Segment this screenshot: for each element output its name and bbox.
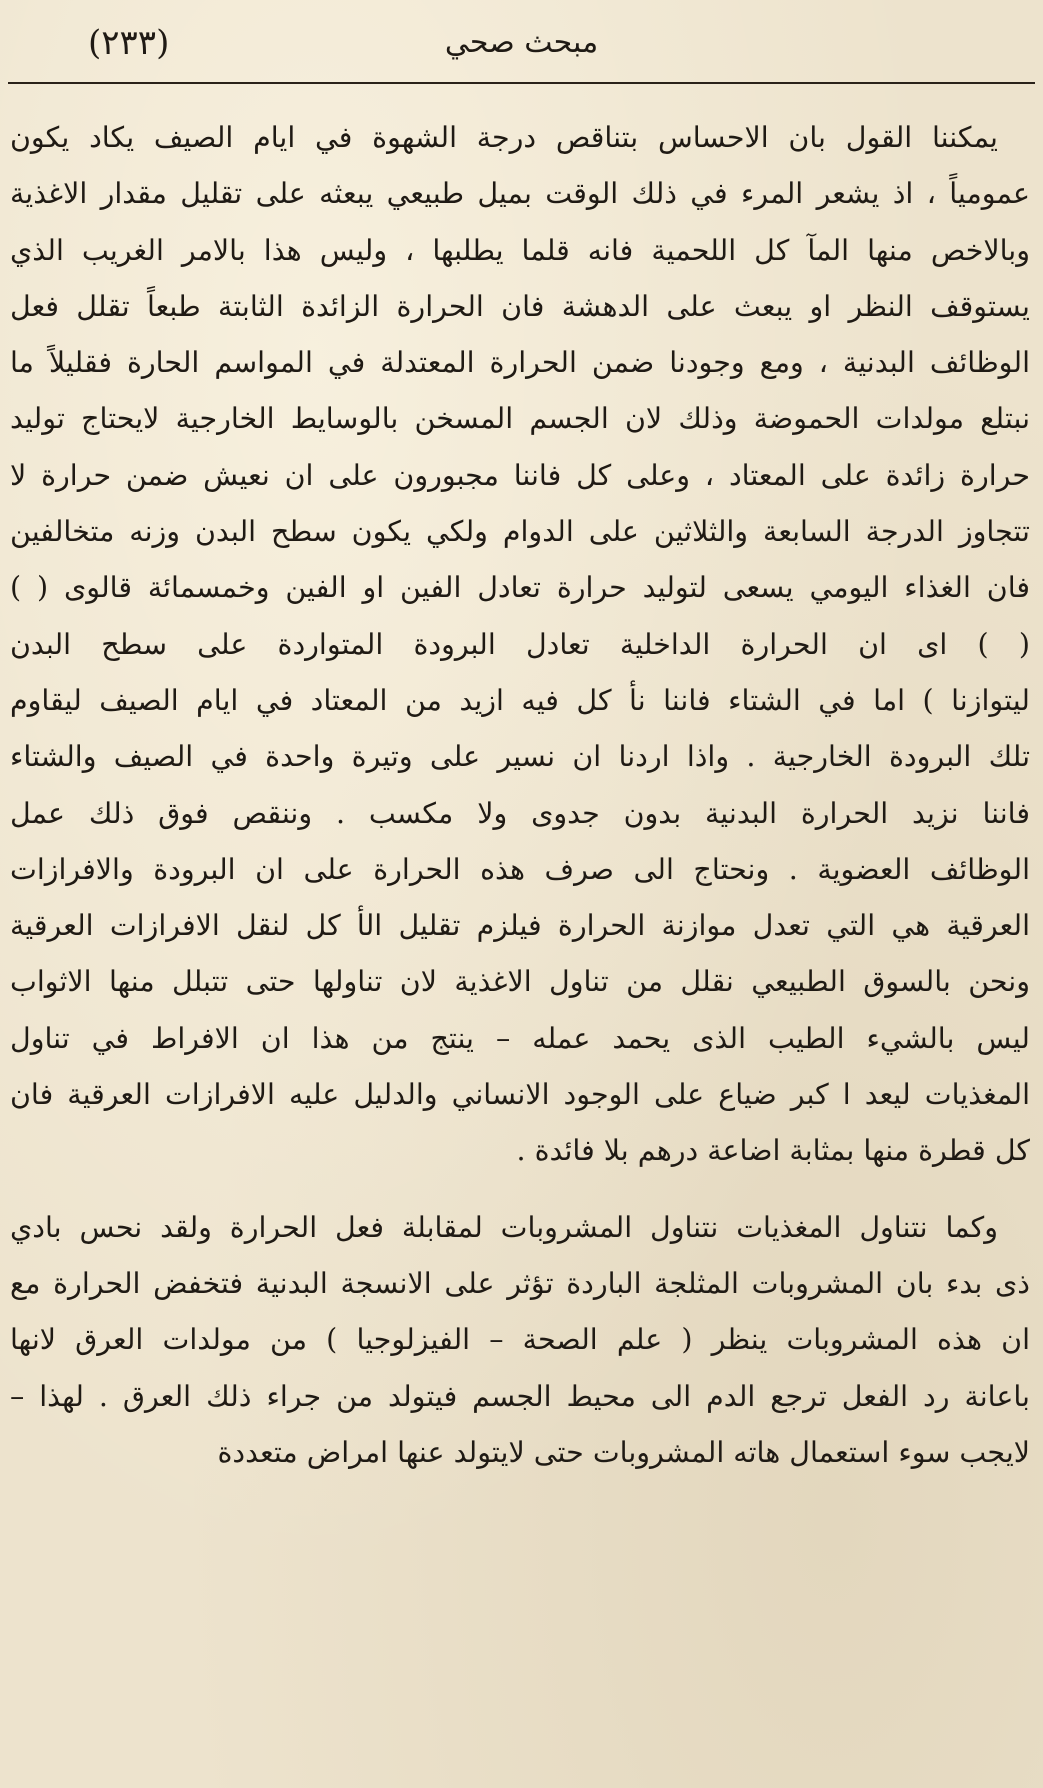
text-line: لايجب سوء استعمال هاته المشروبات حتى لايتولد عنها امراض متعددة — [217, 1435, 1030, 1469]
text-line: يستوقف النظر او يبعث على الدهشة فان الحرارة الزائدة الثابتة طبعاً تقلل فعل — [10, 289, 1030, 323]
text-line: ذى بدء بان المشروبات المثلجة الباردة تؤثر على الانسجة البدنية فتخفض الحرارة مع — [10, 1266, 1030, 1300]
text-line: ( ) اى ان الحرارة الداخلية تعادل البرودة المتواردة على سطح البدن — [10, 627, 1030, 661]
paragraph-gap — [10, 1180, 1030, 1200]
text-line: وبالاخص منها المآ كل اللحمية فانه قلما يطلبها ، وليس هذا بالامر الغريب الذي — [10, 233, 1030, 267]
body-text — [10, 110, 1030, 1481]
text-line: الوظائف العضوية . ونحتاج الى صرف هذه الحرارة على ان البرودة والافرازات — [10, 852, 1030, 886]
text-line: تلك البرودة الخارجية . واذا اردنا ان نسير على وتيرة واحدة في الصيف والشتاء — [10, 740, 1030, 774]
text-line: المغذيات ليعد ا كبر ضياع على الوجود الانساني والدليل عليه الافرازات العرقية فان — [10, 1078, 1030, 1112]
text-line: حرارة زائدة على المعتاد ، وعلى كل فاننا مجبورون على ان نعيش ضمن حرارة لا — [10, 458, 1030, 492]
page-number: (٢٣٣) — [88, 23, 170, 63]
text-line: فاننا نزيد الحرارة البدنية بدون جدوى ولا مكسب . وننقص فوق ذلك عمل — [10, 796, 1030, 830]
text-line: يمكننا القول بان الاحساس بتناقص درجة الشهوة في ايام الصيف يكاد يكون — [10, 121, 998, 154]
text-line: الوظائف البدنية ، ومع وجودنا ضمن الحرارة المعتدلة في المواسم الحارة فقليلاً ما — [10, 346, 1030, 380]
text-line: ان هذه المشروبات ينظر ( علم الصحة – الفيزلوجيا ) من مولدات العرق لانها — [10, 1323, 1030, 1357]
text-line: نبتلع مولدات الحموضة وذلك لان الجسم المسخن بالوسايط الخارجية لايحتاج توليد — [10, 402, 1030, 436]
text-line: فان الغذاء اليومي يسعى لتوليد حرارة تعادل الفين او الفين وخمسمائة قالوى ( ) — [10, 571, 1030, 605]
text-line: باعانة رد الفعل ترجع الدم الى محيط الجسم فيتولد من جراء ذلك العرق . لهذا – — [10, 1379, 1030, 1413]
header-rule — [8, 82, 1035, 84]
text-line: كل قطرة منها بمثابة اضاعة درهم بلا فائدة . — [516, 1134, 1030, 1168]
text-line: ليس بالشيء الطيب الذى يحمد عمله – ينتج من هذا ان الافراط في تناول — [10, 1021, 1030, 1055]
text-line: ليتوازنا ) اما في الشتاء فاننا نأ كل فيه ازيد من المعتاد في ايام الصيف ليقاوم — [10, 683, 1030, 717]
text-line: العرقية هي التي تعدل موازنة الحرارة فيلزم تقليل الأ كل لنقل الافرازات العرقية — [10, 909, 1030, 943]
text-line: ونحن بالسوق الطبيعي نقلل من تناول الاغذية لان تناولها حتى تتبلل منها الاثواب — [10, 965, 1030, 999]
text-line: تتجاوز الدرجة السابعة والثلاثين على الدوام ولكي يكون سطح البدن وزنه متخالفين — [10, 515, 1030, 549]
text-line: عمومياً ، اذ يشعر المرء في ذلك الوقت بميل طبيعي يبعثه على تقليل مقدار الاغذية — [10, 177, 1030, 211]
text-line: وكما نتناول المغذيات نتناول المشروبات لمقابلة فعل الحرارة ولقد نحس بادي — [10, 1210, 998, 1244]
paragraph-2 — [10, 1200, 1030, 1481]
page-header — [40, 18, 1003, 68]
paragraph-1 — [10, 110, 1030, 1180]
running-title: مبحث صحي — [444, 25, 599, 60]
